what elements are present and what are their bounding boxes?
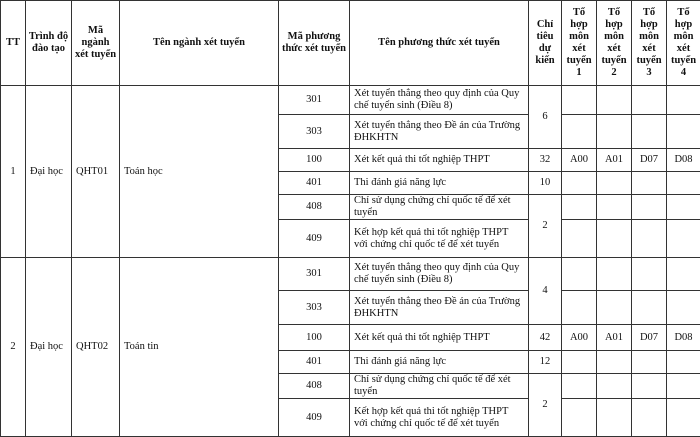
table-row (1, 258, 700, 291)
combo-cell (562, 86, 597, 115)
combo-cell (632, 258, 667, 291)
combo-cell (632, 291, 667, 325)
method-name: Kết hợp kết quả thi tốt nghiệp THPT với chứng chỉ quốc tế để xét tuyển (350, 399, 529, 437)
combo-cell (632, 374, 667, 399)
program-tt: 2 (1, 258, 26, 437)
combo-cell (562, 220, 597, 258)
combo-2: A01 (597, 325, 632, 351)
program-major-name: Toán tin (120, 258, 279, 437)
combo-cell (597, 86, 632, 115)
quota-thpt: 42 (529, 325, 562, 351)
header-method-name: Tên phương thức xét tuyển (350, 1, 529, 86)
program-tt: 1 (1, 86, 26, 258)
method-code: 303 (279, 291, 350, 325)
method-code: 301 (279, 86, 350, 115)
header-combo-3: Tổ hợp môn xét tuyển 3 (632, 1, 667, 86)
combo-cell (562, 374, 597, 399)
combo-cell (597, 399, 632, 437)
method-name: Chỉ sử dụng chứng chỉ quốc tế để xét tuyển (350, 374, 529, 399)
program-major-name: Toán học (120, 86, 279, 258)
method-name: Xét tuyển thẳng theo quy định của Quy chế tuyển sinh (Điều 8) (350, 258, 529, 291)
method-name: Kết hợp kết quả thi tốt nghiệp THPT với chứng chỉ quốc tế để xét tuyển (350, 220, 529, 258)
header-major-name: Tên ngành xét tuyển (120, 1, 279, 86)
combo-cell (632, 86, 667, 115)
header-level: Trình độ đào tạo (26, 1, 72, 86)
combo-1: A00 (562, 149, 597, 172)
method-code: 303 (279, 115, 350, 149)
header-quota: Chỉ tiêu dự kiến (529, 1, 562, 86)
program-major-code: QHT01 (72, 86, 120, 258)
method-name: Xét tuyển thẳng theo Đề án của Trường ĐHKHTN (350, 291, 529, 325)
combo-cell (667, 374, 700, 399)
header-row (1, 1, 700, 86)
combo-cell (667, 220, 700, 258)
combo-cell (562, 291, 597, 325)
combo-cell (667, 258, 700, 291)
combo-cell (562, 172, 597, 195)
combo-3: D07 (632, 149, 667, 172)
combo-cell (632, 351, 667, 374)
program-level: Đại học (26, 86, 72, 258)
combo-2: A01 (597, 149, 632, 172)
combo-cell (632, 399, 667, 437)
combo-cell (597, 258, 632, 291)
combo-4: D08 (667, 149, 700, 172)
combo-cell (562, 258, 597, 291)
combo-cell (667, 291, 700, 325)
combo-cell (667, 86, 700, 115)
combo-cell (597, 291, 632, 325)
header-method-code: Mã phương thức xét tuyển (279, 1, 350, 86)
method-name: Thi đánh giá năng lực (350, 351, 529, 374)
method-code: 401 (279, 351, 350, 374)
method-code: 409 (279, 220, 350, 258)
method-code: 408 (279, 195, 350, 220)
method-code: 408 (279, 374, 350, 399)
combo-cell (632, 115, 667, 149)
combo-cell (562, 195, 597, 220)
header-combo-4: Tổ hợp môn xét tuyển 4 (667, 1, 700, 86)
program-major-code: QHT02 (72, 258, 120, 437)
quota-direct: 4 (529, 258, 562, 325)
method-code: 100 (279, 149, 350, 172)
combo-cell (562, 399, 597, 437)
method-name: Xét kết quả thi tốt nghiệp THPT (350, 149, 529, 172)
method-name: Xét tuyển thẳng theo quy định của Quy chế tuyển sinh (Điều 8) (350, 86, 529, 115)
program-level: Đại học (26, 258, 72, 437)
method-name: Chỉ sử dụng chứng chỉ quốc tế để xét tuyển (350, 195, 529, 220)
method-code: 301 (279, 258, 350, 291)
header-tt: TT (1, 1, 26, 86)
combo-cell (667, 115, 700, 149)
method-name: Xét tuyển thẳng theo Đề án của Trường ĐHKHTN (350, 115, 529, 149)
combo-cell (562, 115, 597, 149)
header-combo-2: Tổ hợp môn xét tuyển 2 (597, 1, 632, 86)
combo-cell (667, 399, 700, 437)
combo-1: A00 (562, 325, 597, 351)
quota-dgnl: 10 (529, 172, 562, 195)
combo-cell (632, 172, 667, 195)
method-name: Xét kết quả thi tốt nghiệp THPT (350, 325, 529, 351)
combo-cell (597, 172, 632, 195)
combo-cell (562, 351, 597, 374)
method-code: 409 (279, 399, 350, 437)
combo-3: D07 (632, 325, 667, 351)
header-combo-1: Tổ hợp môn xét tuyển 1 (562, 1, 597, 86)
quota-intl: 2 (529, 195, 562, 258)
combo-cell (597, 374, 632, 399)
table-row (1, 86, 700, 115)
combo-cell (667, 351, 700, 374)
quota-thpt: 32 (529, 149, 562, 172)
combo-cell (597, 220, 632, 258)
combo-cell (597, 351, 632, 374)
quota-direct: 6 (529, 86, 562, 149)
quota-intl: 2 (529, 374, 562, 437)
header-major-code: Mã ngành xét tuyển (72, 1, 120, 86)
combo-cell (667, 195, 700, 220)
method-code: 401 (279, 172, 350, 195)
combo-cell (667, 172, 700, 195)
method-code: 100 (279, 325, 350, 351)
combo-4: D08 (667, 325, 700, 351)
method-name: Thi đánh giá năng lực (350, 172, 529, 195)
combo-cell (597, 115, 632, 149)
combo-cell (632, 220, 667, 258)
combo-cell (632, 195, 667, 220)
quota-dgnl: 12 (529, 351, 562, 374)
combo-cell (597, 195, 632, 220)
